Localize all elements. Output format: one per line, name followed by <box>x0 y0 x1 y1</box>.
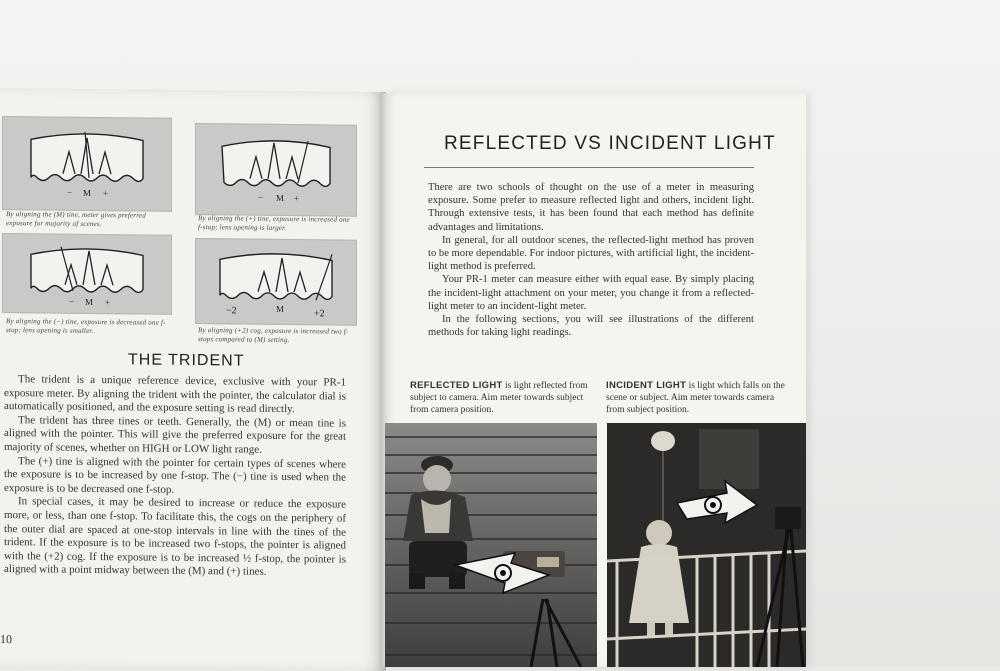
title-rule <box>424 167 754 168</box>
paragraph: The trident has three tines or teeth. Generally, the (M) or mean tine is aligned with the pointer. This will give the preferred exposure for the great majority of scenes, whether on HIGH or LOW light range. <box>4 413 346 456</box>
incident-light-text <box>606 380 792 416</box>
incident-light-photo <box>607 423 806 667</box>
dial-illustration-m <box>2 116 172 212</box>
section-title-reflected-vs-incident: REFLECTED VS INCIDENT LIGHT <box>444 133 776 154</box>
dial-svg <box>196 239 356 325</box>
dial-caption-m: By aligning the (M) tine, meter gives preferred exposure for majority of scenes. <box>6 210 146 229</box>
section-title-trident: THE TRIDENT <box>128 351 245 370</box>
reflected-photo-svg <box>385 423 597 667</box>
reflected-light-photo <box>385 423 597 667</box>
reflected-light-label: REFLECTED LIGHT <box>410 380 503 391</box>
svg-text:−: − <box>258 192 264 203</box>
paragraph: In the following sections, you will see illustrations of the different methods for taking light readings. <box>428 314 754 339</box>
paragraph: The trident is a unique reference device, exclusive with your PR-1 exposure meter. By aligning the trident with the pointer, the calculator dial is automatically positioned, and the exposure setting is read directly. <box>4 373 346 416</box>
paragraph: In general, for all outdoor scenes, the reflected-light method has proven to be more dependable. For indoor pictures, with artificial light, the incident-light method is preferred. <box>428 234 754 273</box>
right-page <box>380 93 806 667</box>
dial-svg <box>3 234 171 314</box>
incident-light-description: is light which falls on the scene or subject. Aim meter towards camera from subject position. <box>606 381 785 415</box>
dial-illustration-plus <box>195 123 357 217</box>
left-page <box>0 88 386 671</box>
dial-illustration-plus2 <box>195 238 357 326</box>
paragraph: The (+) tine is aligned with the pointer for certain types of scenes where the exposure is to be increased by one f-stop. The (−) tine is used when the exposure is to be decreased one f-stop. <box>4 454 346 496</box>
svg-text:−: − <box>69 296 75 307</box>
dial-caption-plus2: By aligning (+2) cog, exposure is increased two f-stops compared to (M) setting. <box>198 326 349 345</box>
picture-frame <box>699 429 759 489</box>
camera <box>775 507 801 529</box>
reflected-light-text <box>410 380 596 416</box>
lamp <box>651 431 675 451</box>
reflected-light-description: is light reflected from subject to camera. Aim meter towards subject from camera position. <box>410 381 588 415</box>
paragraph: Your PR-1 meter can measure either with equal ease. By simply placing the incident-light attachment on your meter, you change it from a reflected-light meter to an incident-light meter. <box>428 274 754 312</box>
incident-light-label: INCIDENT LIGHT <box>606 380 687 391</box>
dial-svg <box>3 117 171 211</box>
incident-photo-svg <box>607 423 806 667</box>
svg-text:+: + <box>294 193 300 204</box>
svg-text:M: M <box>85 296 94 307</box>
dial-illustration-minus <box>2 233 172 315</box>
intro-body <box>428 181 754 339</box>
svg-text:−2: −2 <box>226 305 237 317</box>
svg-text:M: M <box>276 303 285 314</box>
svg-text:+2: +2 <box>314 308 325 320</box>
trident-body <box>4 373 346 580</box>
svg-text:M: M <box>83 187 92 198</box>
paragraph: There are two schools of thought on the use of a meter in measuring exposure. Some prefer to measure reflected light and others, incident light. Through extensive tests, it has been found that each method has definite advantages and limitations. <box>428 182 754 233</box>
svg-text:M: M <box>276 192 285 203</box>
dial-svg <box>196 124 356 216</box>
svg-text:−: − <box>67 187 73 198</box>
paragraph: In special cases, it may be desired to increase or reduce the exposure more, or less, than one f-stop. To facilitate this, the cogs on the periphery of the outer dial are spaced at one-stop intervals in line with the tines of the trident. If the exposure is to be increased two f-stops, the pointer is aligned with the (+2) cog. If the exposure is to be increased ½ f-stop, the pointer is aligned with a point midway between the (M) and (+) tines. <box>4 495 346 579</box>
page-number: 10 <box>0 632 12 647</box>
svg-text:+: + <box>105 297 111 308</box>
dial-caption-plus: By aligning the (+) tine, exposure is increased one f-stop; lens opening is larger. <box>198 214 350 232</box>
dial-caption-minus: By aligning the (−) tine, exposure is decreased one f-stop; lens opening is smaller. <box>6 317 166 335</box>
svg-text:+: + <box>103 188 109 199</box>
